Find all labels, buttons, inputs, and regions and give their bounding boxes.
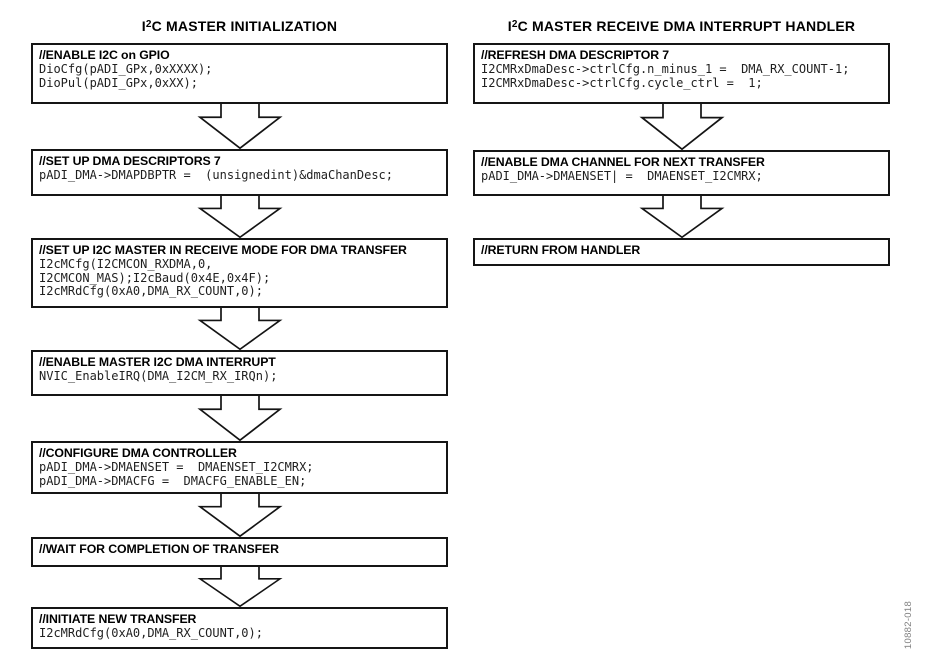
box-refresh-dma-descriptor bbox=[473, 43, 890, 104]
box-configure-dma-controller bbox=[31, 441, 448, 494]
title-text: I bbox=[507, 18, 512, 34]
box-header: //ENABLE MASTER I2C DMA INTERRUPT bbox=[39, 355, 276, 369]
box-initiate-new-transfer bbox=[31, 607, 448, 649]
down-block-arrow-icon bbox=[197, 494, 283, 537]
box-setup-i2c-master-receive-mode bbox=[31, 238, 448, 308]
right-column-title bbox=[473, 16, 890, 34]
box-code-line: pADI_DMA->DMAPDBPTR = (unsignedint)&dmaChanDesc; bbox=[39, 168, 394, 182]
title-superscript: 2 bbox=[145, 19, 152, 30]
box-code-line: I2CMCON_MAS);I2cBaud(0x4E,0x4F); bbox=[39, 270, 271, 285]
box-code-line: I2cMRdCfg(0xA0,DMA_RX_COUNT,0); bbox=[39, 284, 263, 298]
box-header: //SET UP DMA DESCRIPTORS 7 bbox=[39, 154, 221, 168]
box-return-from-handler bbox=[473, 238, 890, 266]
down-block-arrow-icon bbox=[197, 567, 283, 607]
box-header: //WAIT FOR COMPLETION OF TRANSFER bbox=[39, 542, 279, 556]
box-header: //CONFIGURE DMA CONTROLLER bbox=[39, 446, 237, 460]
left-column-title bbox=[31, 16, 448, 34]
box-header: //SET UP I2C MASTER IN RECEIVE MODE FOR DMA TRANSFER bbox=[39, 243, 407, 257]
box-enable-dma-channel-next-transfer bbox=[473, 150, 890, 196]
down-block-arrow-icon bbox=[197, 104, 283, 149]
box-wait-for-completion bbox=[31, 537, 448, 567]
box-header: //RETURN FROM HANDLER bbox=[481, 243, 641, 257]
title-superscript: 2 bbox=[511, 19, 518, 30]
box-header: //ENABLE DMA CHANNEL FOR NEXT TRANSFER bbox=[481, 155, 765, 169]
down-block-arrow-icon bbox=[639, 196, 725, 238]
box-code-line: I2CMRxDmaDesc->ctrlCfg.cycle_ctrl = 1; bbox=[481, 75, 763, 90]
title-text: C MASTER INITIALIZATION bbox=[151, 18, 338, 34]
box-setup-dma-descriptors bbox=[31, 149, 448, 196]
box-code-line: I2cMRdCfg(0xA0,DMA_RX_COUNT,0); bbox=[39, 626, 263, 640]
box-code-line: pADI_DMA->DMAENSET = DMAENSET_I2CMRX; bbox=[39, 460, 314, 474]
box-header: //REFRESH DMA DESCRIPTOR 7 bbox=[481, 48, 670, 62]
box-code-line: NVIC_EnableIRQ(DMA_I2CM_RX_IRQn); bbox=[39, 369, 278, 383]
down-block-arrow-icon bbox=[197, 196, 283, 238]
box-code-line: DioCfg(pADI_GPx,0xXXXX); bbox=[39, 62, 213, 76]
box-code-line: DioPul(pADI_GPx,0xXX); bbox=[39, 75, 198, 90]
box-header: //ENABLE I2C on GPIO bbox=[39, 48, 170, 62]
box-code-line: pADI_DMA->DMACFG = DMACFG_ENABLE_EN; bbox=[39, 473, 307, 488]
title-text: I bbox=[141, 18, 146, 34]
box-header: //INITIATE NEW TRANSFER bbox=[39, 612, 197, 626]
title-text: C MASTER RECEIVE DMA INTERRUPT HANDLER bbox=[517, 18, 856, 34]
figure-number: 10882-018 bbox=[903, 600, 914, 650]
box-code-line: I2CMRxDmaDesc->ctrlCfg.n_minus_1 = DMA_RX_COUNT-1; bbox=[481, 62, 850, 76]
box-code-line: I2cMCfg(I2CMCON_RXDMA,0, bbox=[39, 257, 213, 271]
box-enable-i2c-gpio bbox=[31, 43, 448, 104]
box-enable-master-i2c-dma-interrupt bbox=[31, 350, 448, 396]
down-block-arrow-icon bbox=[639, 104, 725, 150]
down-block-arrow-icon bbox=[197, 308, 283, 350]
box-code-line: pADI_DMA->DMAENSET| = DMAENSET_I2CMRX; bbox=[481, 169, 763, 183]
down-block-arrow-icon bbox=[197, 396, 283, 441]
